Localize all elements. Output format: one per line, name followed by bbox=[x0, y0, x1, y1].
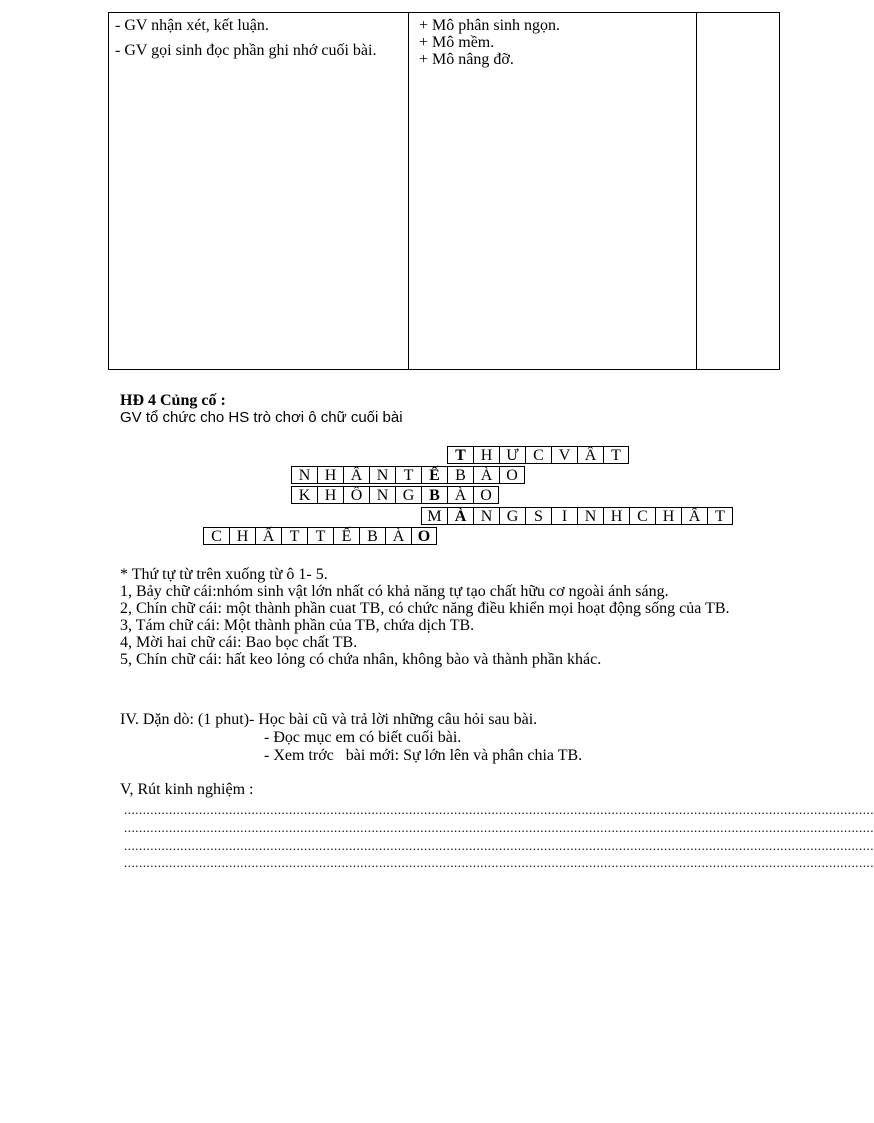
student-activity-line: + Mô mềm. bbox=[419, 34, 495, 51]
student-activity-line: + Mô phân sinh ngọn. bbox=[419, 17, 561, 34]
crossword-cell: Ư bbox=[499, 446, 525, 464]
crossword-row bbox=[447, 446, 629, 465]
crossword-row bbox=[203, 527, 437, 546]
crossword-cell: I bbox=[551, 507, 577, 525]
dotted-line: ........................................................................................................................................................................................................ bbox=[124, 802, 874, 817]
homework-line: IV. Dặn dò: (1 phut)- Học bài cũ và trả lời những câu hỏi sau bài. bbox=[120, 711, 538, 728]
crossword-cell: G bbox=[499, 507, 525, 525]
crossword-cell: Ế bbox=[421, 466, 447, 484]
crossword-cell: H bbox=[655, 507, 681, 525]
crossword-cell: À bbox=[447, 507, 473, 525]
homework-line: - Đọc mục em có biết cuối bài. bbox=[120, 729, 462, 746]
crossword-cell: B bbox=[359, 527, 385, 545]
clue-line: 2, Chín chữ cái: một thành phần cuat TB, có chức năng điều khiển mọi hoạt động sống của TB. bbox=[120, 600, 730, 617]
crossword-cell: À bbox=[473, 466, 499, 484]
crossword-cell: T bbox=[603, 446, 629, 464]
teacher-activity-line: - GV gọi sinh đọc phần ghi nhớ cuối bài. bbox=[115, 42, 377, 59]
student-activity-cell bbox=[419, 17, 699, 68]
clue-line: 4, Mời hai chữ cái: Bao bọc chất TB. bbox=[120, 634, 358, 651]
crossword-row bbox=[291, 486, 499, 505]
crossword-cell: H bbox=[317, 466, 343, 484]
crossword-cell: N bbox=[577, 507, 603, 525]
dotted-line: ........................................................................................................................................................................................................ bbox=[124, 855, 874, 870]
crossword-cell: N bbox=[291, 466, 317, 484]
crossword-cell: À bbox=[447, 486, 473, 504]
crossword-cell: C bbox=[525, 446, 551, 464]
crossword-cell: S bbox=[525, 507, 551, 525]
crossword-cell: B bbox=[421, 486, 447, 504]
crossword-cell: C bbox=[203, 527, 229, 545]
crossword-cell: O bbox=[499, 466, 525, 484]
crossword-cell: Ấ bbox=[681, 507, 707, 525]
teacher-activity-cell bbox=[115, 17, 405, 67]
section-title: HĐ 4 Củng cố : bbox=[120, 392, 226, 409]
crossword-cell: K bbox=[291, 486, 317, 504]
clue-line: * Thứ tự từ trên xuống từ ô 1- 5. bbox=[120, 566, 328, 583]
crossword-cell: O bbox=[473, 486, 499, 504]
crossword-cell: V bbox=[551, 446, 577, 464]
crossword-row bbox=[421, 507, 733, 526]
crossword-cell: O bbox=[411, 527, 437, 545]
crossword-cell: N bbox=[473, 507, 499, 525]
dotted-line: ........................................................................................................................................................................................................ bbox=[124, 838, 874, 853]
clue-line: 1, Bảy chữ cái:nhóm sinh vật lớn nhất có khả năng tự tạo chất hữu cơ ngoài ánh sáng. bbox=[120, 583, 669, 600]
crossword-cell: À bbox=[385, 527, 411, 545]
student-activity-line: + Mô nâng đỡ. bbox=[419, 51, 514, 68]
homework-section bbox=[120, 711, 582, 765]
crossword-cell: Ô bbox=[343, 486, 369, 504]
teacher-activity-line: - GV nhận xét, kết luận. bbox=[115, 17, 269, 34]
crossword-cell: T bbox=[395, 466, 421, 484]
crossword-cell: Â bbox=[577, 446, 603, 464]
crossword-cell: N bbox=[369, 466, 395, 484]
crossword-cell: C bbox=[629, 507, 655, 525]
clue-line: 3, Tám chữ cái: Một thành phần của TB, chứa dịch TB. bbox=[120, 617, 475, 634]
crossword-cell: Ế bbox=[333, 527, 359, 545]
crossword-clues bbox=[120, 566, 780, 668]
crossword-cell: H bbox=[317, 486, 343, 504]
crossword-cell: G bbox=[395, 486, 421, 504]
crossword-row bbox=[291, 466, 525, 485]
crossword-cell: M bbox=[421, 507, 447, 525]
dotted-line: ........................................................................................................................................................................................................ bbox=[124, 820, 874, 835]
crossword-cell: H bbox=[229, 527, 255, 545]
crossword-cell: Â bbox=[343, 466, 369, 484]
crossword-cell: N bbox=[369, 486, 395, 504]
lesson-table bbox=[108, 12, 780, 370]
crossword-cell: T bbox=[707, 507, 733, 525]
section-subtitle: GV tổ chức cho HS trò chơi ô chữ cuối bài bbox=[120, 409, 403, 426]
experience-title: V, Rút kinh nghiệm : bbox=[120, 781, 254, 798]
crossword-cell: H bbox=[603, 507, 629, 525]
homework-line: - Xem trớc bài mới: Sự lớn lên và phân chia TB. bbox=[120, 747, 583, 764]
crossword-cell: T bbox=[281, 527, 307, 545]
crossword-cell: T bbox=[307, 527, 333, 545]
crossword-cell: Ấ bbox=[255, 527, 281, 545]
clue-line: 5, Chín chữ cái: hất keo lỏng có chứa nhân, không bào và thành phần khác. bbox=[120, 651, 602, 668]
table-divider bbox=[408, 13, 409, 369]
crossword-cell: H bbox=[473, 446, 499, 464]
crossword-cell: B bbox=[447, 466, 473, 484]
crossword-cell: T bbox=[447, 446, 473, 464]
